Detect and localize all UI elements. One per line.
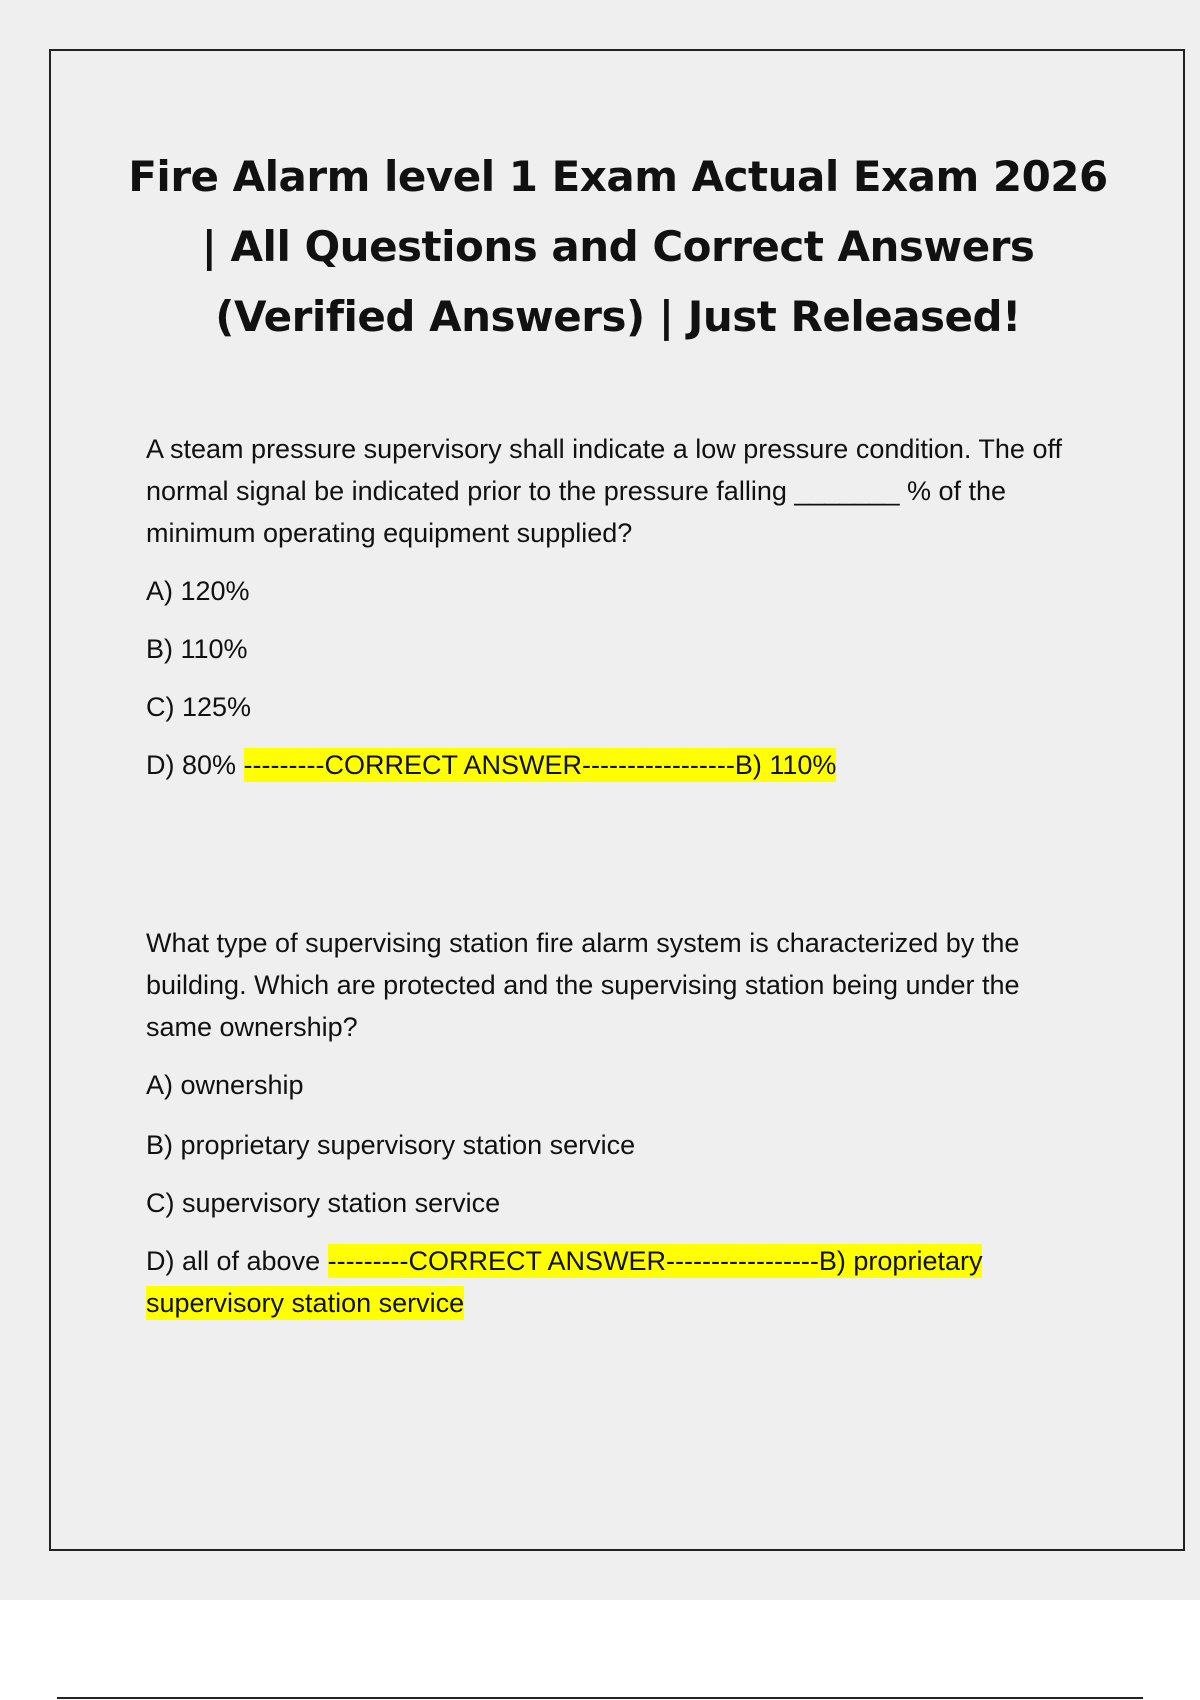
option-d: D) 80% xyxy=(146,750,237,780)
option-b: B) proprietary supervisory station service xyxy=(146,1130,636,1160)
correct-answer-highlight: ---------CORRECT ANSWER-----------------B) 110% xyxy=(243,750,837,780)
correct-answer-highlight: ---------CORRECT ANSWER-----------------B) proprietary supervisory station service xyxy=(146,1246,983,1318)
option-b: B) 110% xyxy=(146,634,248,664)
question-block-1 xyxy=(146,428,1076,786)
option-c: C) 125% xyxy=(146,692,252,722)
option-d-with-answer xyxy=(146,744,1076,786)
question-text: What type of supervising station fire alarm system is characterized by the building. Which are protected and the supervising station being under the same ownership? xyxy=(146,928,1020,1042)
option-a: A) ownership xyxy=(146,1070,304,1100)
question-text: A steam pressure supervisory shall indicate a low pressure condition. The off normal signal be indicated prior to the pressure falling _______ % of the minimum operating equipment supplied? xyxy=(146,434,1062,548)
option-d-with-answer xyxy=(146,1240,1076,1324)
option-d: D) all of above xyxy=(146,1246,321,1276)
question-block-2 xyxy=(146,922,1076,1324)
footer-divider xyxy=(57,1697,1143,1699)
option-c: C) supervisory station service xyxy=(146,1188,501,1218)
option-a: A) 120% xyxy=(146,576,250,606)
document-title: Fire Alarm level 1 Exam Actual Exam 2026 | All Questions and Correct Answers (Verified Answers) | Just Released! xyxy=(128,152,1108,341)
